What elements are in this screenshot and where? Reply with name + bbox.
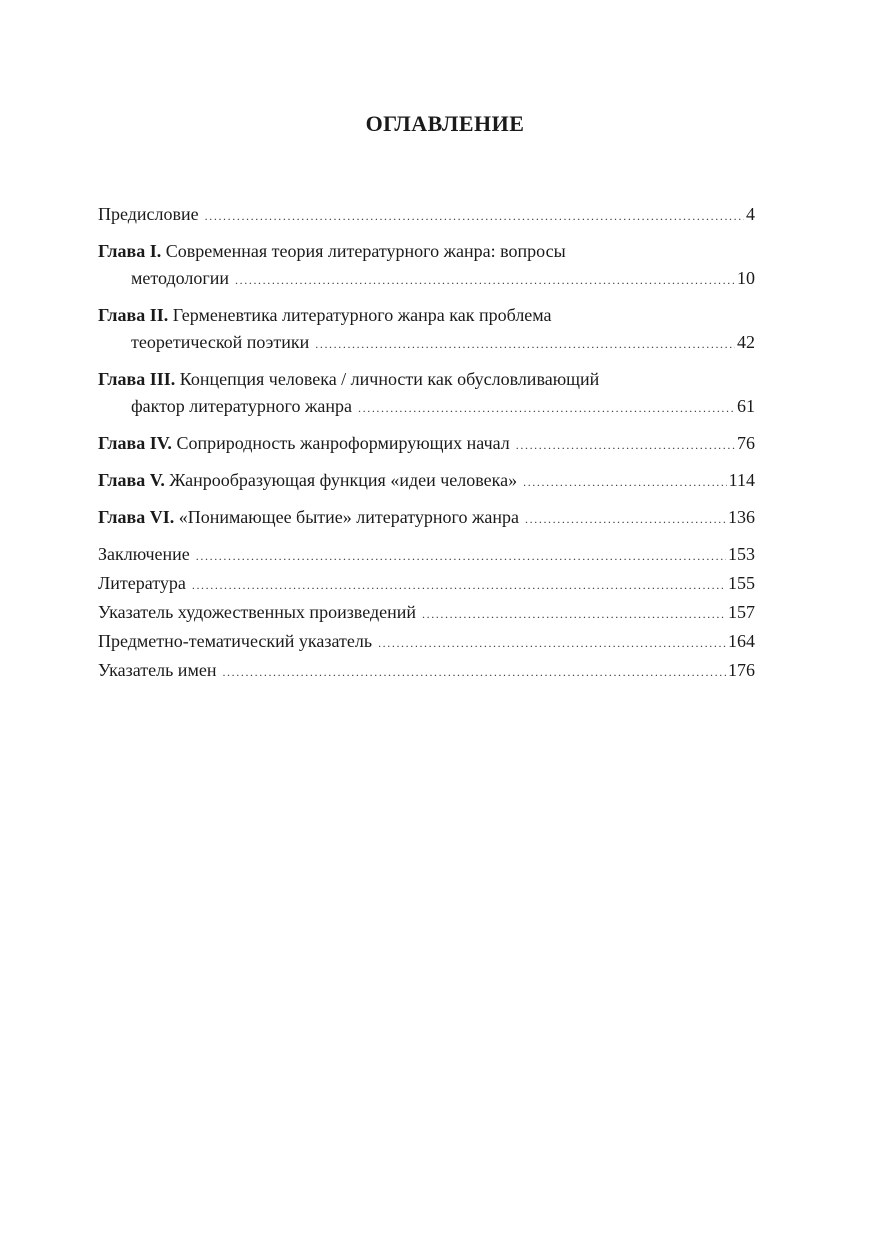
- toc-entry-chapter-5[interactable]: [98, 467, 755, 496]
- leader-dots: [422, 601, 726, 628]
- leader-dots: [205, 203, 744, 230]
- toc-entry-title-continued: фактор литературного жанра: [131, 396, 353, 416]
- toc-entry-title: Жанрообразующая функция «идеи человека»: [169, 470, 518, 490]
- leader-dots: [516, 432, 735, 459]
- toc-entry-conclusion[interactable]: [98, 541, 755, 570]
- leader-dots: [192, 572, 726, 599]
- leader-dots: [315, 331, 735, 358]
- toc-entry-title: Заключение: [98, 544, 190, 564]
- toc-entry-chapter-4[interactable]: [98, 430, 755, 459]
- toc-entry-title: Предметно-тематический указатель: [98, 631, 373, 651]
- toc-entry-subject-index[interactable]: [98, 628, 755, 657]
- chapter-label: Глава V.: [98, 470, 165, 490]
- toc-entry-chapter-2[interactable]: [98, 302, 755, 358]
- leader-dots: [196, 543, 726, 570]
- chapter-label: Глава III.: [98, 369, 176, 389]
- toc-entry-title: Герменевтика литературного жанра как проблема: [172, 305, 552, 325]
- toc-page-number: 114: [728, 470, 755, 490]
- toc-entry-bibliography[interactable]: [98, 570, 755, 599]
- toc-entry-title-continued: методологии: [131, 268, 230, 288]
- toc-entry-chapter-6[interactable]: [98, 504, 755, 533]
- toc-entry-title: Указатель художественных произведений: [98, 602, 416, 622]
- toc-entry-title: Концепция человека / личности как обусловливающий: [179, 369, 600, 389]
- toc-page-number: 76: [737, 433, 755, 453]
- leader-dots: [378, 630, 726, 657]
- toc-entry-preface[interactable]: [98, 201, 755, 230]
- toc-entry-title-continued: теоретической поэтики: [131, 332, 310, 352]
- toc-entry-title: Литература: [98, 573, 186, 593]
- page-title: ОГЛАВЛЕНИЕ: [365, 111, 525, 136]
- toc-page-number: 153: [728, 544, 755, 564]
- toc-entry-works-index[interactable]: [98, 599, 755, 628]
- chapter-label: Глава I.: [98, 241, 162, 261]
- leader-dots: [235, 267, 735, 294]
- table-of-contents: [98, 201, 755, 686]
- toc-page-number: 157: [728, 602, 755, 622]
- toc-entry-title: Указатель имен: [98, 660, 217, 680]
- leader-dots: [222, 659, 726, 686]
- chapter-label: Глава II.: [98, 305, 169, 325]
- toc-page-number: 4: [746, 204, 755, 224]
- toc-entry-names-index[interactable]: [98, 657, 755, 686]
- toc-entry-title: Современная теория литературного жанра: вопросы: [165, 241, 566, 261]
- chapter-label: Глава VI.: [98, 507, 175, 527]
- toc-page-number: 10: [737, 268, 755, 288]
- toc-entry-chapter-1[interactable]: [98, 238, 755, 294]
- toc-page-number: 61: [737, 396, 755, 416]
- chapter-label: Глава IV.: [98, 433, 172, 453]
- leader-dots: [523, 469, 727, 496]
- toc-entry-chapter-3[interactable]: [98, 366, 755, 422]
- toc-page-number: 176: [728, 660, 755, 680]
- toc-page-number: 155: [728, 573, 755, 593]
- toc-entry-title: Предисловие: [98, 204, 199, 224]
- toc-entry-title: «Понимающее бытие» литературного жанра: [178, 507, 520, 527]
- toc-page-number: 136: [728, 507, 755, 527]
- toc-page-number: 42: [737, 332, 755, 352]
- leader-dots: [525, 506, 726, 533]
- leader-dots: [358, 395, 735, 422]
- toc-entry-title: Соприродность жанроформирующих начал: [176, 433, 510, 453]
- toc-page-number: 164: [728, 631, 755, 651]
